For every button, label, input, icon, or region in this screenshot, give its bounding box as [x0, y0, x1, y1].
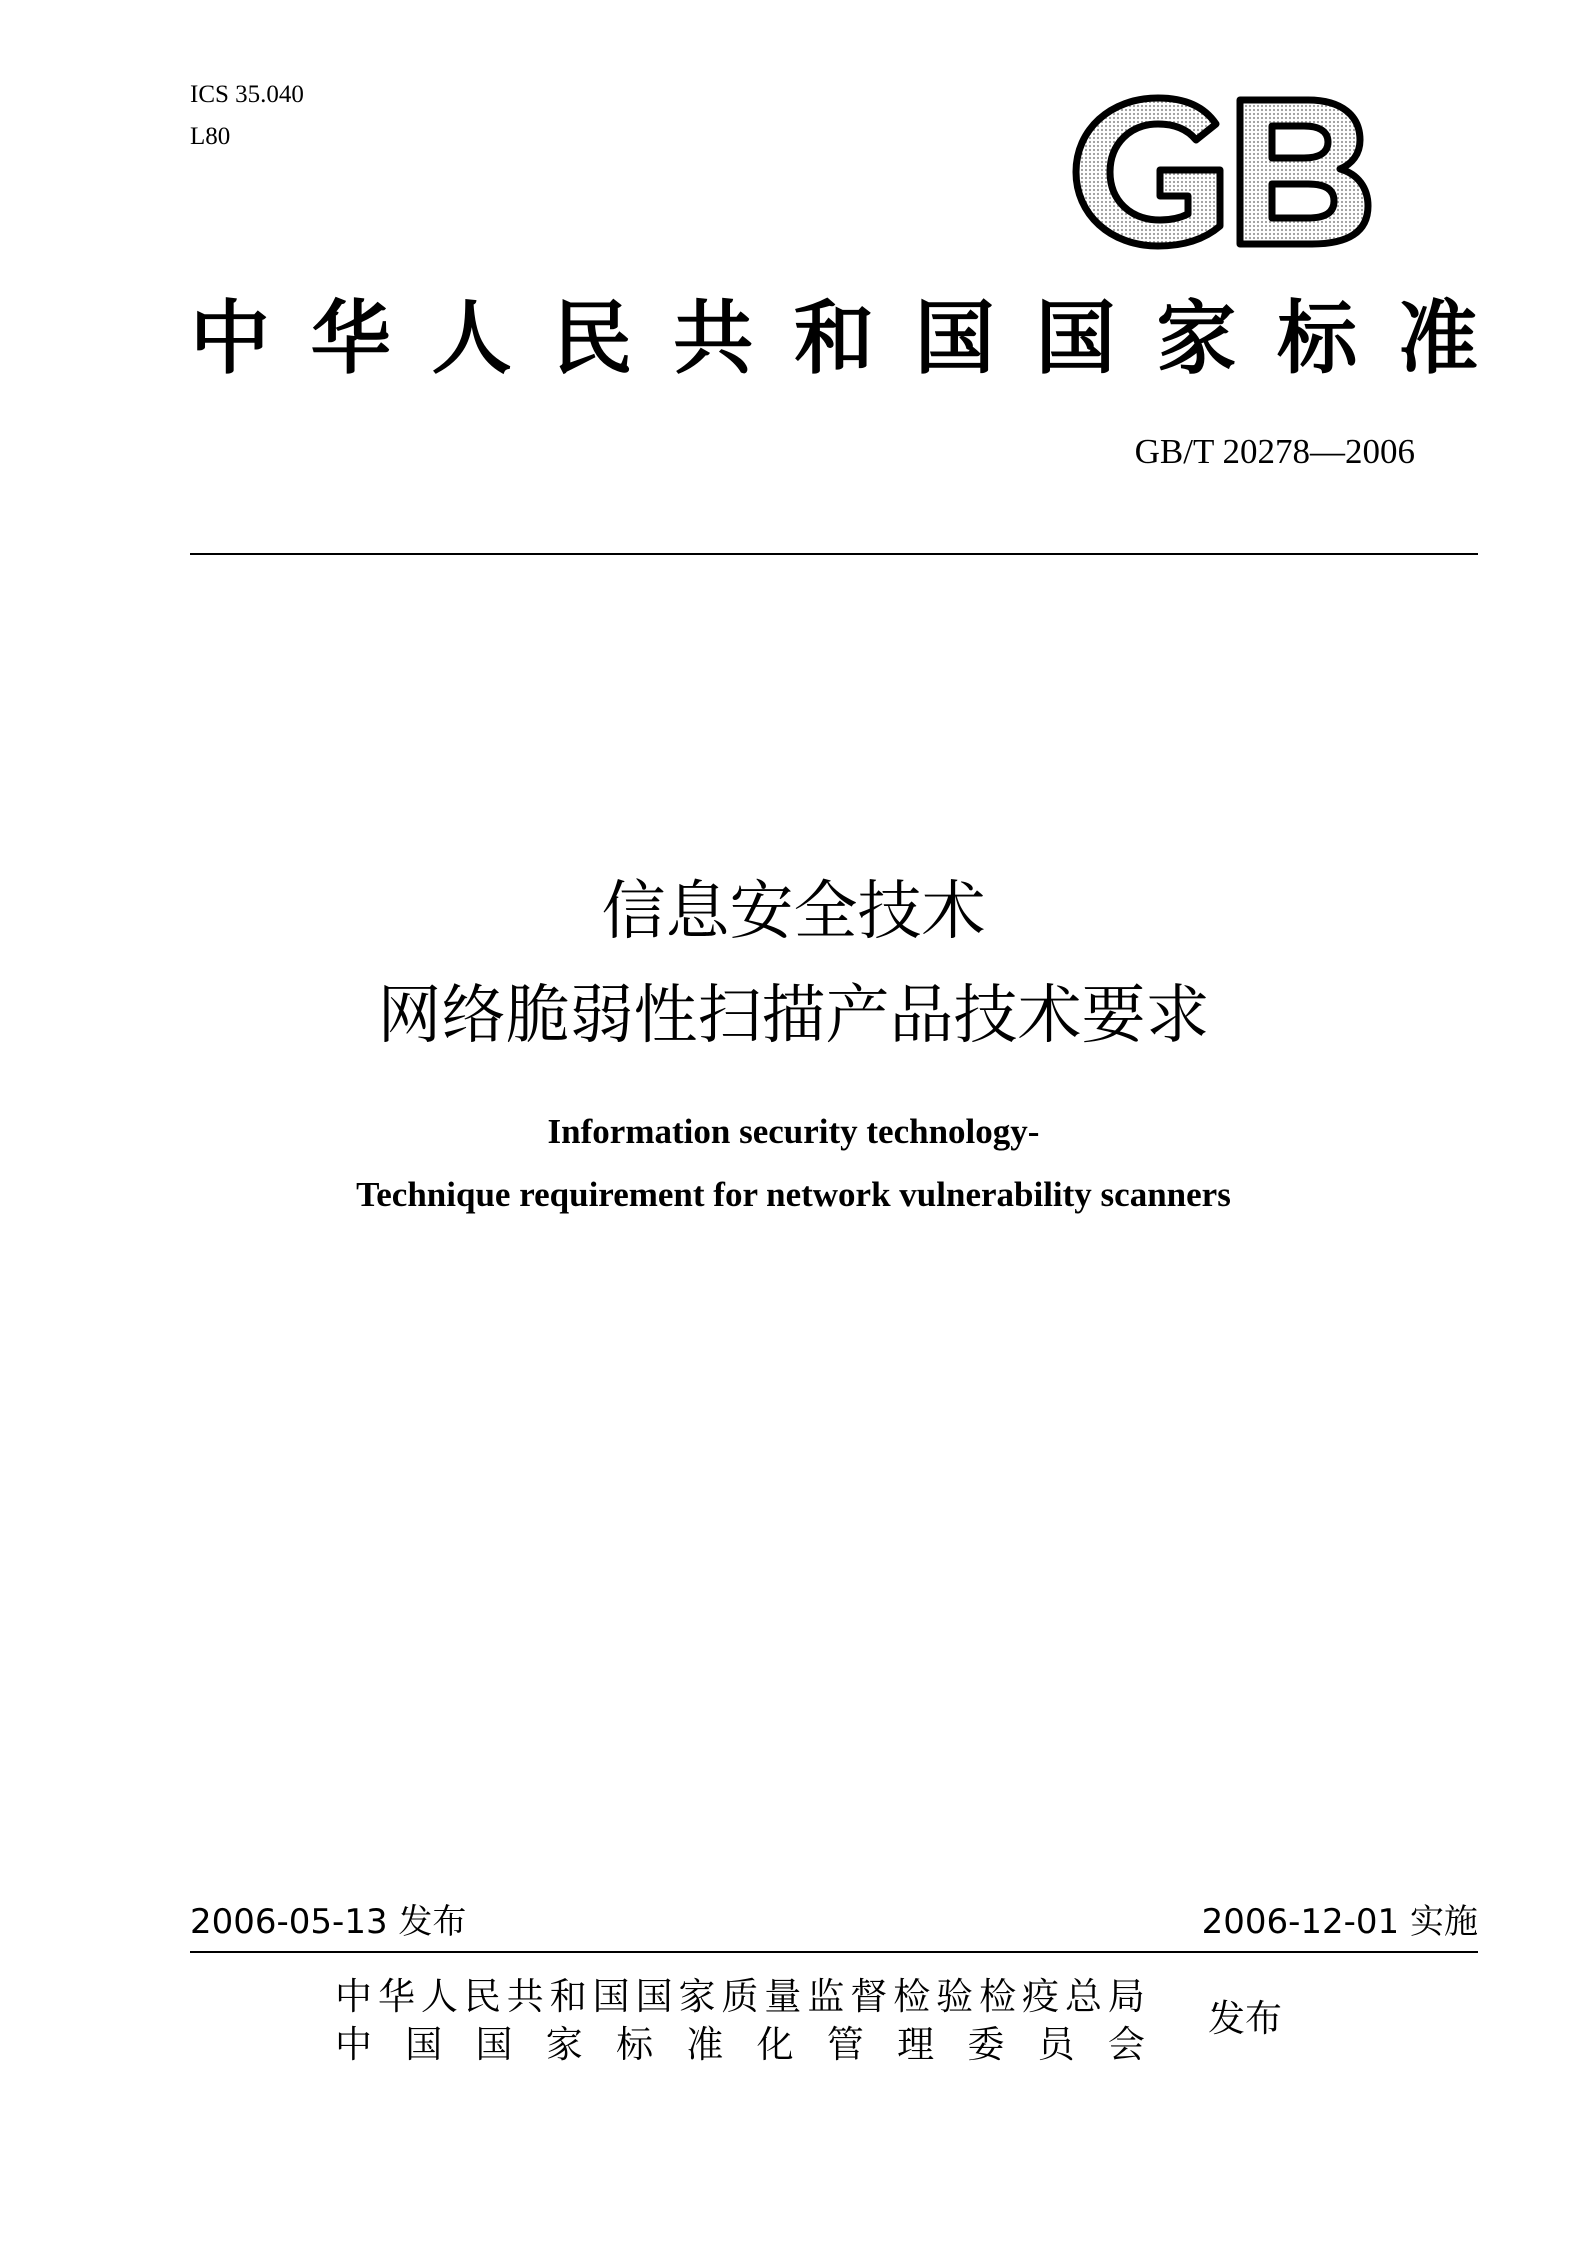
issuer-2-char: 国: [405, 2023, 443, 2066]
issuer-1-char: 共: [506, 1975, 544, 2018]
issuer-2-char: 家: [545, 2023, 583, 2066]
issue-date: 2006-05-13 发布: [190, 1902, 467, 1942]
issuer-line-1: [335, 1974, 1145, 2020]
issuer-2-char: 化: [756, 2023, 794, 2066]
standard-type-char: 国: [914, 291, 995, 385]
standard-type-char: 标: [1277, 291, 1358, 385]
implementation-date: 2006-12-01 实施: [1201, 1902, 1478, 1942]
title-chinese-line-2: 网络脆弱性扫描产品技术要求: [377, 979, 1210, 1053]
issuer-1-char: 局: [1107, 1975, 1145, 2018]
issuer-1-char: 民: [463, 1975, 501, 2018]
issuer-1-char: 国: [592, 1975, 630, 2018]
header-divider: [190, 553, 1478, 555]
issuer-line-2: [335, 2022, 1145, 2068]
issuer-2-char: 准: [686, 2023, 724, 2066]
issuer-1-char: 检: [893, 1975, 931, 2018]
issuer-1-char: 总: [1064, 1975, 1102, 2018]
issuer-1-char: 疫: [1022, 1975, 1059, 2018]
issuer-1-char: 检: [979, 1975, 1017, 2018]
issuer-1-char: 人: [420, 1975, 458, 2018]
issuer-2-char: 员: [1037, 2023, 1075, 2066]
issuer-1-char: 中: [335, 1975, 372, 2018]
gb-logo: [1068, 92, 1374, 252]
standard-number: GB/T 20278—2006: [1134, 432, 1415, 471]
standard-type-char: 人: [431, 291, 512, 385]
standard-type-char: 中: [190, 291, 270, 385]
standard-type-char: 民: [552, 291, 633, 385]
issuer-2-char: 理: [897, 2023, 935, 2066]
standard-type-char: 华: [310, 291, 391, 385]
title-english-line-1: Information security technology-: [547, 1112, 1040, 1151]
issuer-2-char: 管: [826, 2023, 864, 2066]
issuer-1-char: 督: [850, 1975, 888, 2018]
issuer-1-char: 质: [721, 1975, 759, 2018]
issue-word: 发布: [1208, 1997, 1282, 2040]
standard-type-title: [190, 283, 1478, 393]
title-chinese-line-1: 信息安全技术: [601, 875, 986, 949]
issuer-2-char: 委: [967, 2023, 1005, 2066]
standard-type-char: 准: [1397, 291, 1478, 385]
issuer-1-char: 量: [764, 1975, 802, 2018]
standard-type-char: 和: [793, 291, 874, 385]
ics-code: ICS 35.040: [190, 81, 304, 108]
issuer-1-char: 验: [936, 1975, 974, 2018]
title-english-line-2: Technique requirement for network vulnerability scanners: [356, 1175, 1231, 1214]
issuer-1-char: 华: [377, 1975, 415, 2018]
issuer-1-char: 家: [678, 1975, 716, 2018]
footer-divider: [190, 1951, 1478, 1953]
issuer-1-char: 国: [635, 1975, 673, 2018]
issuer-2-char: 会: [1107, 2023, 1145, 2066]
issuer-2-char: 国: [475, 2023, 513, 2066]
issuer-1-char: 和: [549, 1975, 587, 2018]
standard-type-char: 共: [673, 291, 754, 385]
standard-type-char: 家: [1156, 291, 1237, 385]
issuer-2-char: 标: [616, 2023, 654, 2066]
issuer-1-char: 监: [807, 1975, 845, 2018]
ccs-code: L80: [190, 123, 231, 150]
issuer-2-char: 中: [335, 2023, 372, 2066]
standard-type-char: 国: [1035, 291, 1116, 385]
